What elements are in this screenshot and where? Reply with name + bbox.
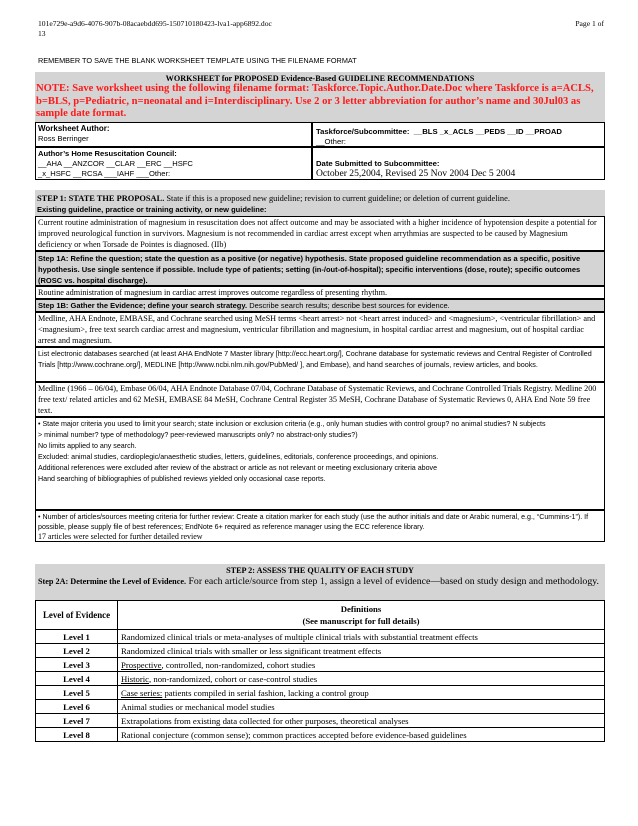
home-council-cell <box>35 147 312 180</box>
worksheet-title: WORKSHEET for PROPOSED Evidence-Based GUIDELINE RECOMMENDATIONS <box>165 74 475 83</box>
step1b-heading: Step 1B: Gather the Evidence; define your search strategy. Describe search results; describe best sources for evidence. <box>35 299 605 312</box>
table-row: Level 2 Randomized clinical trials with smaller or less significant treatment effects <box>36 644 605 658</box>
worksheet-title-block <box>35 72 605 122</box>
council-row <box>35 147 605 180</box>
criteria-line: Additional references were excluded after review of the abstract or article as not relevant or meeting exclusionary criteria above <box>38 464 438 472</box>
document-header <box>38 19 604 39</box>
date-label: Date Submitted to Subcommittee: <box>316 159 440 168</box>
home-council-label: Author’s Home Resuscitation Council: <box>38 149 177 158</box>
step1-title: STEP 1: STATE THE PROPOSAL. <box>37 194 165 203</box>
home-council-line1: __AHA __ANZCOR __CLAR __ERC __HSFC <box>38 158 193 168</box>
table-row: Level 6 Animal studies or mechanical model studies <box>36 700 605 714</box>
step2a-text: Step 2A: Determine the Level of Evidence. For each article/source from step 1, assign a level of evidence—based on study design and methodology. <box>38 576 599 587</box>
author-label: Worksheet Author: <box>38 124 110 133</box>
taskforce-line: Taskforce/Subcommittee: __BLS _x_ACLS __PEDS __ID __PROAD <box>316 127 562 136</box>
table-row: Level 4 Historic, non-randomized, cohort or case-control studies <box>36 672 605 686</box>
step1-instructions: State if this is a proposed new guideline; revision to current guideline; or deletion of current guideline. <box>166 194 510 203</box>
criteria-line: No limits applied to any search. <box>38 442 137 450</box>
filename-note: NOTE: Save worksheet using the following filename format: Taskforce.Topic.Author.Date.Doc where Taskforce is a=ACLS, b=BLS, p=Pediatric, n=neonatal and i=Interdisciplinary. Use 2 or 3 letter abbreviation for author’s name and 30Jul03 as sample date format. <box>36 83 594 120</box>
page-number: Page 1 of <box>575 19 604 28</box>
levels-table-wrap <box>35 600 605 742</box>
search-criteria-block <box>35 417 605 510</box>
articles-count-block <box>35 510 605 542</box>
definition-column-header: Definitions (See manuscript for full details) <box>118 601 605 630</box>
articles-count-result: 17 articles were selected for further detailed review <box>38 532 203 541</box>
file-name: 101e729e-a9d6-4076-907b-08acaebdd695-150710180423-lva1-app6892.doc <box>38 19 272 28</box>
step1-heading <box>35 190 605 216</box>
levels-of-evidence-table <box>35 600 605 742</box>
date-value: October 25,2004, Revised 25 Nov 2004 Dec 5 2004 <box>316 168 516 179</box>
author-row <box>35 122 605 147</box>
criteria-line: Excluded: animal studies, cardioplegic/anaesthetic studies, letters, guidelines, editorials, conference proceedings, and opinions. <box>38 453 439 461</box>
taskforce-cell <box>312 122 605 147</box>
hypothesis-text: Routine administration of magnesium in cardiac arrest improves outcome regardless of presenting rhythm. <box>35 286 605 299</box>
table-row: Level 5 Case series: patients compiled in serial fashion, lacking a control group <box>36 686 605 700</box>
table-header-row <box>36 601 605 630</box>
search-strategy-text: Medline, AHA Endnote, EMBASE, and Cochrane searched using MeSH terms <heart arrest> not <heart arrest induced> and <magnesium>, <ventricular fibrillation> and <magnesium>, free text search cardiac arrest and magnesium, ventricular fibrillation and magnesium, in hospital cardiac arrest and magnesium, out of hospital cardiac arrest and magnesium. <box>35 312 605 347</box>
step2-heading-block <box>35 564 605 600</box>
reminder-text: REMEMBER TO SAVE THE BLANK WORKSHEET TEMPLATE USING THE FILENAME FORMAT <box>38 56 357 65</box>
step2-title: STEP 2: ASSESS THE QUALITY OF EACH STUDY <box>226 566 414 575</box>
step1a-heading: Step 1A: Refine the question; state the question as a positive (or negative) hypothesis. State proposed guideline recommendation as a specific, positive hypothesis. Use single sentence if possible. Include type of patients; setting (in-/out-of-hospital); specific interventions (dose, route); specific outcomes (ROSC vs. hospital discharge). <box>35 251 605 286</box>
step1-subheading: Existing guideline, practice or training activity, or new guideline: <box>37 204 267 214</box>
taskforce-other: __Other: <box>316 137 346 146</box>
proposal-text: Current routine administration of magnesium in resuscitation does not affect outcome and may be associated with a higher incidence of hypotension despite a potential for improved neurological function in survivors. Magnesium is not recommended in cardiac arrest except when arrythmias are suspected to be caused by Magnesium deficiency or when Torsade de Pointes is diagnosed. (IIb) <box>35 216 605 251</box>
criteria-line: • State major criteria you used to limit your search; state inclusion or exclusion criteria (e.g., only human studies with control group? no animal studies? N subjects <box>38 420 546 428</box>
page-total: 13 <box>38 29 46 38</box>
table-row: Level 3 Prospective, controlled, non-randomized, cohort studies <box>36 658 605 672</box>
table-row: Level 7 Extrapolations from existing data collected for other purposes, theoretical analyses <box>36 714 605 728</box>
articles-count-instructions: • Number of articles/sources meeting criteria for further review: Create a citation marker for each study (use the author initials and date or Arabic numeral, e.g., “Cummins-1”). If possible, please supply file of best references; EndNote 6+ required as reference manager using the ECC reference library. <box>38 513 589 531</box>
criteria-line: > minimal number? type of methodology? peer-reviewed manuscripts only? no abstract-only studies?) <box>38 431 358 439</box>
criteria-line: Hand searching of bibliographies of published reviews yielded only occasional case reports. <box>38 475 326 483</box>
home-council-line2: _x_HSFC __RCSA ___IAHF ___Other: <box>38 168 171 178</box>
level-column-header: Level of Evidence <box>36 601 118 630</box>
author-cell <box>35 122 312 147</box>
date-cell <box>312 147 605 180</box>
table-row: Level 1 Randomized clinical trials or meta-analyses of multiple clinical trials with substantial treatment effects <box>36 630 605 644</box>
databases-searched: Medline (1966 – 06/04), Embase 06/04, AHA Endnote Database 07/04, Cochrane Database of Systematic Reviews, and Cochrane Controlled Trials Registry. Medline 200 free text/ related articles and 62 MeSH, EMBASE 84 MeSH, Cochrane Central Register 35 MeSH, Cochrane Database of Systematic Reviews 0, AHA End Note 59 free text. <box>35 382 605 417</box>
databases-instructions: List electronic databases searched (at least AHA EndNote 7 Master library [http://ecc.heart.org/], Cochrane database for systematic reviews and Central Register of Controlled Trials [http://www.cochrane.org/], MEDLINE [http://www.ncbi.nlm.nih.gov/PubMed/ ], and Embase), and hand searches of journals, review articles, and books. <box>35 347 605 382</box>
table-row: Level 8 Rational conjecture (common sense); common practices accepted before evidence-based guidelines <box>36 728 605 742</box>
author-value: Ross Berringer <box>38 134 89 143</box>
